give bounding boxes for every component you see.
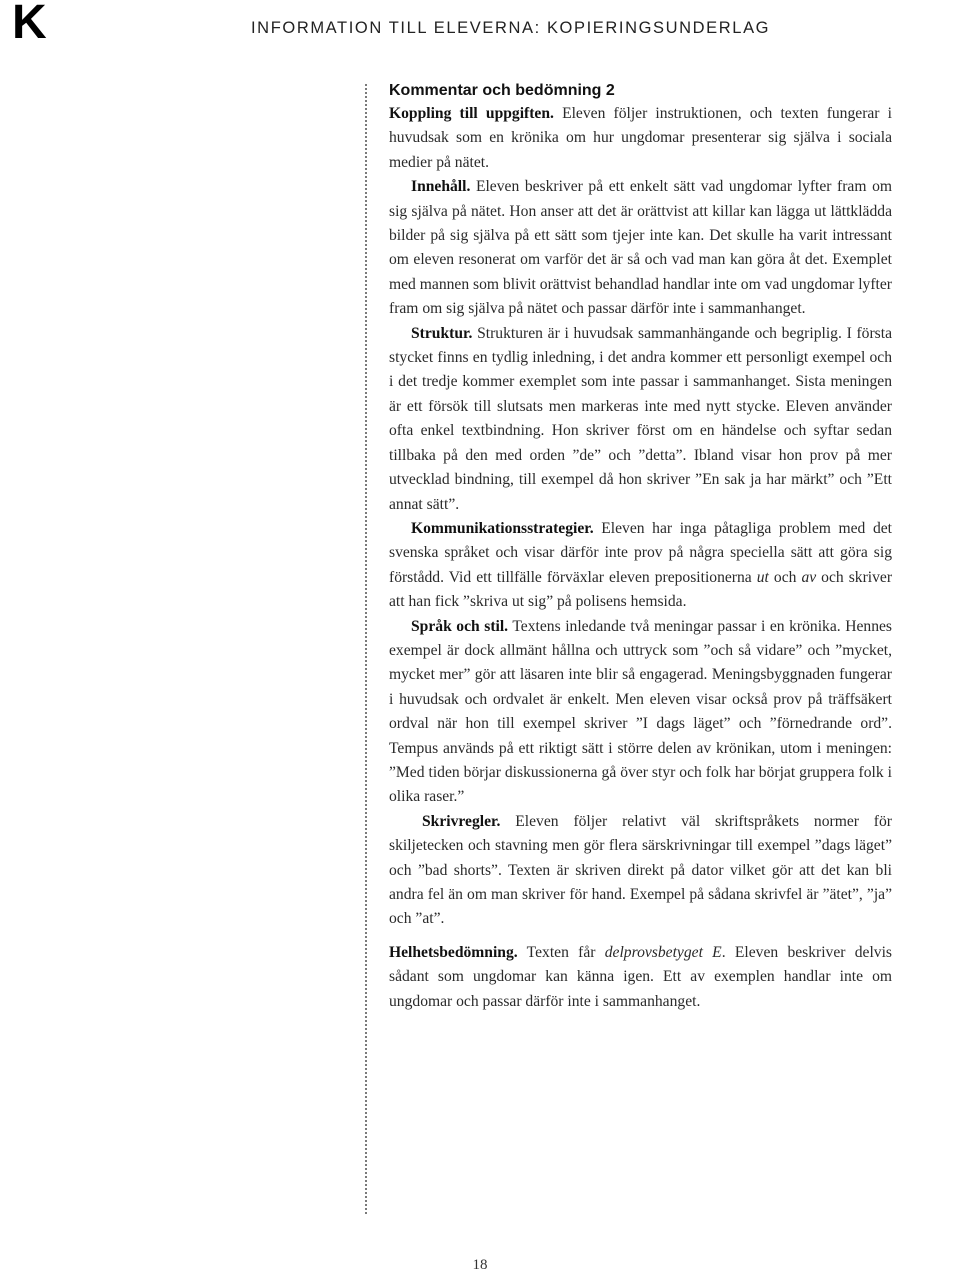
text-helhet-after: . Eleven beskriver delvis sådant som ungdomar kan känna igen. Ett av exemplen handlar inte om ungdomar och passar därför inte i sammanhanget. bbox=[389, 943, 892, 1010]
paragraph-helhetsbedomning bbox=[389, 941, 892, 1014]
page-number: 18 bbox=[472, 1257, 488, 1273]
paragraph-struktur bbox=[389, 322, 892, 517]
text-kommunikation-italic-ut: ut bbox=[756, 568, 769, 586]
paragraph-skrivregler bbox=[389, 810, 892, 932]
text-koppling: Eleven följer instruktionen, och texten fungerar i huvudsak som en krönika om hur ungdomar presenterar sig själva i sociala medier på nätet. bbox=[389, 105, 892, 171]
label-kommunikationsstrategier: Kommunikationsstrategier. bbox=[411, 519, 594, 537]
paragraph-sprak-och-stil bbox=[389, 615, 892, 810]
text-helhet-before: Texten får bbox=[517, 943, 605, 961]
text-helhet-italic-grade: delprovsbetyget E bbox=[604, 943, 722, 961]
label-skrivregler: Skrivregler. bbox=[422, 812, 501, 830]
label-innehall: Innehåll. bbox=[411, 178, 471, 196]
header-title: INFORMATION TILL ELEVERNA: KOPIERINGSUNDERLAG bbox=[251, 19, 771, 37]
paragraph-koppling bbox=[389, 102, 892, 175]
section-letter: K bbox=[12, 0, 47, 49]
label-koppling: Koppling till uppgiften. bbox=[389, 105, 554, 122]
section-title: Kommentar och bedömning 2 bbox=[389, 82, 615, 99]
dotted-divider bbox=[365, 84, 367, 1214]
text-struktur: Strukturen är i huvudsak sammanhängande och begriplig. I första stycket finns en tydlig inledning, i det andra kommer ett personligt exempel och i det tredje kommer exemplet som inte passar i sammanhanget. Sista meningen är ett försök till slutsats men markeras inte med nytt stycke. Eleven använder ofta enkel textbindning. Hon skriver först om en händelse och syftar sedan tillbaka på den med orden ”de” och ”detta”. Ibland visar hon prov på mer utvecklad bindning, till exempel då hon skriver ”En sak ja har märkt” och ”Ett annat sätt”. bbox=[389, 324, 892, 513]
label-sprak-och-stil: Språk och stil. bbox=[411, 617, 509, 635]
label-struktur: Struktur. bbox=[411, 324, 473, 342]
text-kommunikation-after: och skriver att han fick ”skriva ut sig” på polisens hemsida. bbox=[389, 568, 893, 611]
text-innehall: Eleven beskriver på ett enkelt sätt vad ungdomar lyfter fram om sig själva på nätet. Hon anser att det är orättvist att killar kan lägga ut lättklädda bilder på sig själva på ett sätt som tjejer inte kan. Det skulle ha varit intressant om eleven resonerat om varför det är så och vad man kan göra åt det. Exemplet med mannen som blivit orättvist behandlad handlar inte om vad ungdomar lyfter fram om sig själva på nätet och passar därför inte i sammanhanget. bbox=[389, 178, 892, 318]
text-skrivregler: Eleven följer relativt väl skriftspråkets normer för skiljetecken och stavning men gör flera särskrivningar till exempel ”dags läget” och ”bad shorts”. Texten är skriven direkt på dator vilket gör att det kan bli andra fel än om man skriver för hand. Exempel på sådana skrivfel är ”ätet”, ”ja” och ”at”. bbox=[389, 812, 892, 928]
text-kommunikation-middle: och bbox=[768, 568, 802, 586]
text-sprak-och-stil: Textens inledande två meningar passar i en krönika. Hennes exempel är dock allmänt hållna och uttryck som ”och så vidare” och ”mycket, mycket mer” gör att läsaren inte blir så engagerad. Meningsbyggnaden fungerar i huvudsak och ordvalet är enkelt. Men eleven visar också prov på träffsäkert ordval när hon till exempel skriver ”I dags läget” och ”förnedrande ord”. Tempus används på ett riktigt sätt i större delen av krönikan, utom i meningen: ”Med tiden börjar diskussionerna gå över styr och folk har börjat gruppera folk i olika raser.” bbox=[389, 617, 892, 806]
page-header bbox=[0, 0, 960, 52]
commentary-section bbox=[389, 80, 892, 1014]
text-kommunikation-italic-av: av bbox=[801, 568, 817, 586]
label-helhetsbedomning: Helhetsbedömning. bbox=[389, 943, 518, 961]
text-kommunikation-before: Eleven har inga påtagliga problem med det svenska språket och visar därför inte prov på några speciella sätt att göra sig förstådd. Vid ett tillfälle förväxlar eleven prepositionerna bbox=[389, 519, 892, 586]
paragraph-innehall bbox=[389, 175, 892, 321]
paragraph-kommunikationsstrategier bbox=[389, 517, 892, 615]
